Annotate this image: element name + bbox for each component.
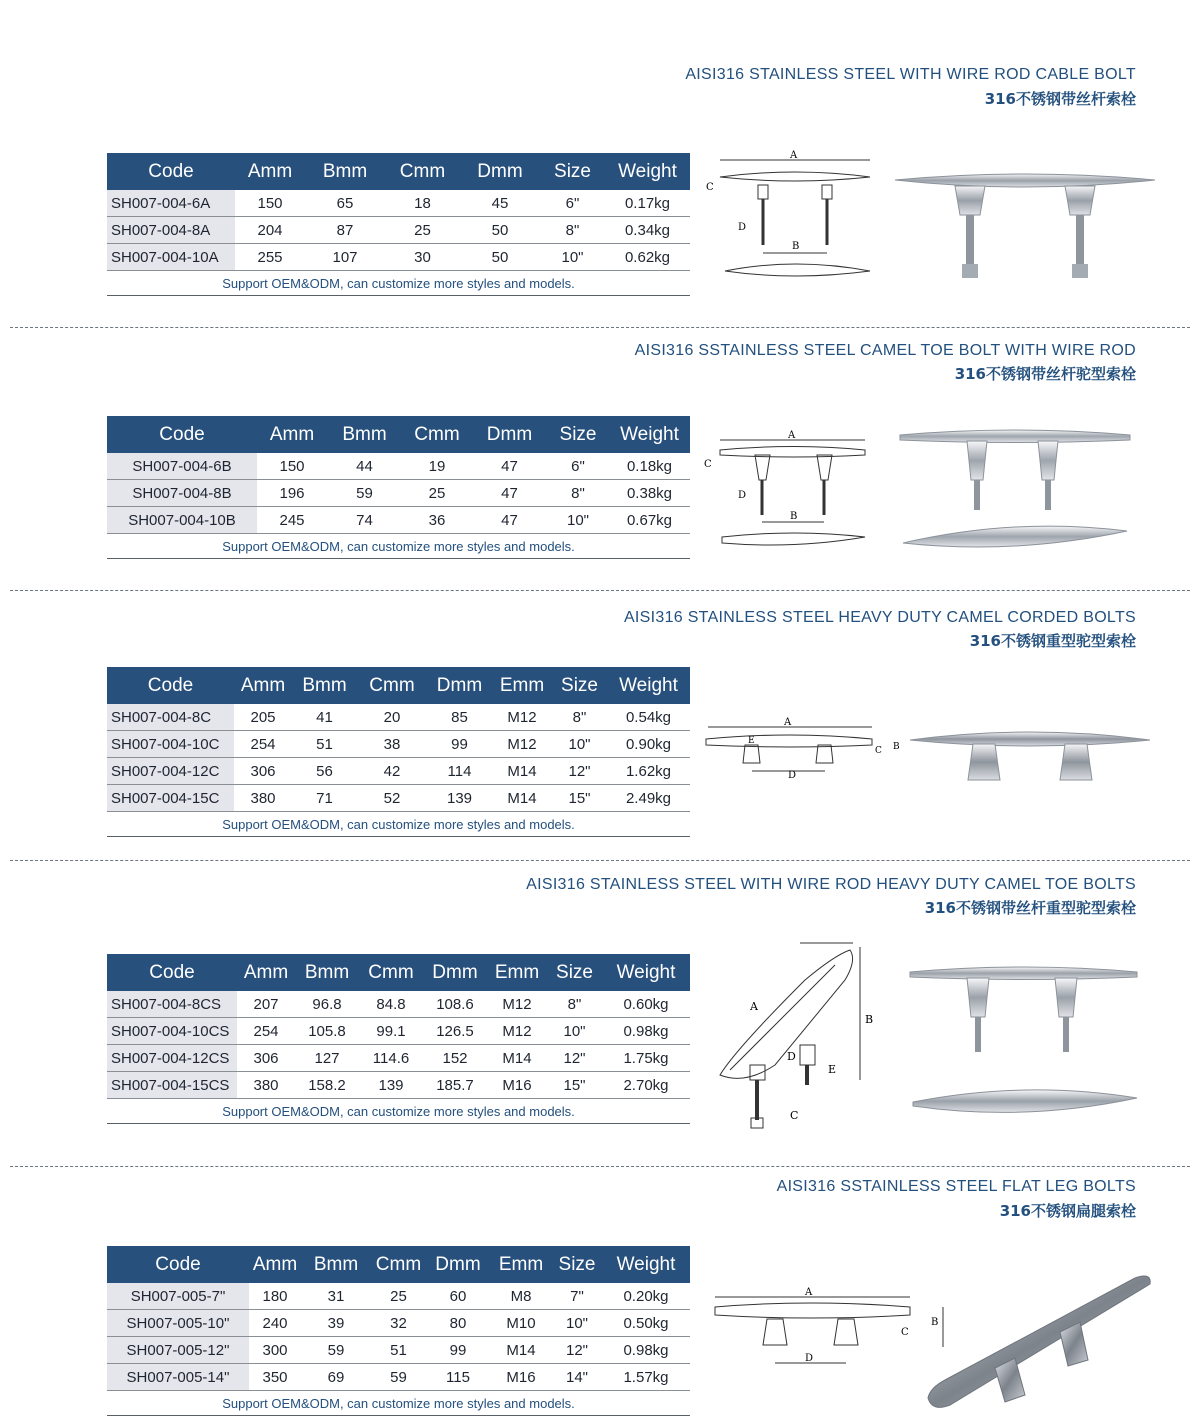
table-cell: 60 (426, 1283, 490, 1310)
header-cell: Code (107, 416, 257, 453)
table-cell: 15" (547, 1072, 602, 1099)
table-cell: 1.75kg (602, 1045, 690, 1072)
table-cell: 20 (357, 704, 427, 731)
table-cell: 10" (552, 1310, 602, 1337)
table-row (107, 453, 690, 480)
table-cell: 74 (327, 507, 402, 534)
table-cell: 108.6 (423, 991, 487, 1018)
table-cell: 0.90kg (607, 731, 690, 758)
section-divider (10, 590, 1190, 591)
code-cell: SH007-005-14" (107, 1364, 249, 1391)
header-cell: Amm (234, 667, 292, 704)
header-cell: Dmm (426, 1246, 490, 1283)
table-cell: 51 (371, 1337, 426, 1364)
spec-table-4 (107, 954, 690, 1124)
table-cell: M16 (490, 1364, 552, 1391)
spec-table-5 (107, 1246, 690, 1416)
dim-label-b: B (792, 241, 800, 252)
table-cell: 85 (427, 704, 492, 731)
table-row (107, 244, 690, 271)
section-divider (10, 1166, 1190, 1167)
table-row (107, 1283, 690, 1310)
table-cell: 51 (292, 731, 357, 758)
table-cell: 185.7 (423, 1072, 487, 1099)
table-cell: M14 (487, 1045, 547, 1072)
table-cell: M10 (490, 1310, 552, 1337)
table-cell: 31 (301, 1283, 371, 1310)
table-cell: 115 (426, 1364, 490, 1391)
header-cell: Dmm (460, 153, 540, 190)
table-header-row (107, 954, 690, 991)
header-cell: Emm (487, 954, 547, 991)
spec-table-2 (107, 416, 690, 559)
table-cell: 25 (402, 480, 472, 507)
table-cell: 139 (427, 785, 492, 812)
table-cell: 19 (402, 453, 472, 480)
table-cell: 1.57kg (602, 1364, 690, 1391)
header-cell: Cmm (371, 1246, 426, 1283)
table-cell: 25 (371, 1283, 426, 1310)
section-5-title-en: AISI316 SSTAINLESS STEEL FLAT LEG BOLTS (776, 1178, 1136, 1195)
table-cell: 245 (257, 507, 327, 534)
dim-label-a: A (750, 1000, 758, 1013)
dim-label-e: E (748, 736, 755, 746)
header-cell: Cmm (402, 416, 472, 453)
note-row (107, 271, 690, 296)
product-photo-4 (905, 962, 1145, 1127)
header-cell: Size (540, 153, 605, 190)
table-cell: 0.62kg (605, 244, 690, 271)
table-cell: 0.18kg (609, 453, 690, 480)
table-cell: 50 (460, 244, 540, 271)
oem-note: Support OEM&ODM, can customize more styles and models. (107, 271, 690, 296)
code-cell: SH007-004-12CS (107, 1045, 237, 1072)
table-cell: 1.62kg (607, 758, 690, 785)
table-cell: 59 (301, 1337, 371, 1364)
table-cell: 152 (423, 1045, 487, 1072)
table-cell: 7" (552, 1283, 602, 1310)
dim-label-a: A (805, 1287, 813, 1298)
header-cell: Bmm (305, 153, 385, 190)
table-header-row (107, 153, 690, 190)
header-cell: Emm (490, 1246, 552, 1283)
dim-label-a: A (790, 150, 798, 161)
table-row (107, 1364, 690, 1391)
header-cell: Size (547, 954, 602, 991)
table-cell: 380 (234, 785, 292, 812)
table-cell: 126.5 (423, 1018, 487, 1045)
table-cell: 30 (385, 244, 460, 271)
table-cell: 2.70kg (602, 1072, 690, 1099)
code-cell: SH007-004-10C (107, 731, 234, 758)
table-row (107, 1072, 690, 1099)
header-cell: Size (552, 1246, 602, 1283)
oem-note: Support OEM&ODM, can customize more styles and models. (107, 812, 690, 837)
code-cell: SH007-004-10B (107, 507, 257, 534)
header-cell: Code (107, 667, 234, 704)
spec-table-1 (107, 153, 690, 296)
table-cell: 96.8 (295, 991, 359, 1018)
note-row (107, 534, 690, 559)
code-cell: SH007-004-10CS (107, 1018, 237, 1045)
table-cell: M16 (487, 1072, 547, 1099)
header-cell: Dmm (423, 954, 487, 991)
header-cell: Weight (602, 1246, 690, 1283)
table-cell: 300 (249, 1337, 301, 1364)
code-cell: SH007-004-8B (107, 480, 257, 507)
header-cell: Bmm (327, 416, 402, 453)
table-cell: 8" (540, 217, 605, 244)
table-cell: 158.2 (295, 1072, 359, 1099)
table-cell: 255 (235, 244, 305, 271)
table-cell: 59 (371, 1364, 426, 1391)
code-cell: SH007-005-12" (107, 1337, 249, 1364)
dim-label-d: D (788, 770, 797, 781)
table-cell: 8" (547, 991, 602, 1018)
header-cell: Amm (235, 153, 305, 190)
table-cell: 52 (357, 785, 427, 812)
dim-label-c: C (901, 1327, 909, 1338)
dim-label-b: B (931, 1317, 939, 1328)
dim-label-a: A (788, 430, 796, 441)
dimension-diagram-1 (700, 145, 880, 285)
table-cell: 127 (295, 1045, 359, 1072)
dim-label-c: C (790, 1109, 799, 1122)
header-cell: Code (107, 153, 235, 190)
dim-label-c: C (704, 459, 712, 470)
table-cell: 15" (552, 785, 607, 812)
header-cell: Bmm (301, 1246, 371, 1283)
table-cell: 6" (540, 190, 605, 217)
table-cell: 47 (472, 480, 547, 507)
table-cell: 0.98kg (602, 1018, 690, 1045)
section-1-title-en: AISI316 STAINLESS STEEL WITH WIRE ROD CABLE BOLT (685, 66, 1136, 83)
table-cell: 99.1 (359, 1018, 423, 1045)
table-cell: 0.60kg (602, 991, 690, 1018)
note-row (107, 1391, 690, 1416)
table-cell: 80 (426, 1310, 490, 1337)
table-cell: 10" (540, 244, 605, 271)
table-cell: 32 (371, 1310, 426, 1337)
oem-note: Support OEM&ODM, can customize more styles and models. (107, 1391, 690, 1416)
code-cell: SH007-004-10A (107, 244, 235, 271)
dimension-diagram-5 (705, 1285, 950, 1375)
table-cell: 50 (460, 217, 540, 244)
spec-table-3 (107, 667, 690, 837)
header-cell: Size (547, 416, 609, 453)
code-cell: SH007-005-10" (107, 1310, 249, 1337)
table-cell: 14" (552, 1364, 602, 1391)
header-cell: Amm (257, 416, 327, 453)
table-cell: M12 (487, 991, 547, 1018)
table-cell: 44 (327, 453, 402, 480)
code-cell: SH007-004-8A (107, 217, 235, 244)
dim-label-b: B (865, 1013, 874, 1026)
table-cell: 59 (327, 480, 402, 507)
table-cell: 18 (385, 190, 460, 217)
header-cell: Weight (607, 667, 690, 704)
table-cell: 0.50kg (602, 1310, 690, 1337)
header-cell: Code (107, 1246, 249, 1283)
header-cell: Cmm (359, 954, 423, 991)
table-row (107, 704, 690, 731)
header-cell: Code (107, 954, 237, 991)
product-photo-2 (895, 425, 1135, 555)
dimension-diagram-4 (695, 935, 885, 1145)
table-cell: M8 (490, 1283, 552, 1310)
table-cell: M14 (492, 785, 552, 812)
table-cell: 114.6 (359, 1045, 423, 1072)
table-row (107, 1337, 690, 1364)
table-cell: 47 (472, 507, 547, 534)
table-cell: 180 (249, 1283, 301, 1310)
table-cell: 84.8 (359, 991, 423, 1018)
table-cell: 6" (547, 453, 609, 480)
table-cell: 254 (234, 731, 292, 758)
table-row (107, 785, 690, 812)
table-cell: 12" (552, 1337, 602, 1364)
code-cell: SH007-004-12C (107, 758, 234, 785)
table-cell: 139 (359, 1072, 423, 1099)
section-divider (10, 860, 1190, 861)
table-cell: 65 (305, 190, 385, 217)
table-cell: M12 (492, 704, 552, 731)
table-row (107, 1310, 690, 1337)
dim-label-b: B (790, 511, 798, 522)
table-row (107, 217, 690, 244)
table-cell: 107 (305, 244, 385, 271)
dim-label-d: D (738, 222, 747, 233)
dim-label-d: D (738, 490, 747, 501)
table-cell: 254 (237, 1018, 295, 1045)
dim-label-e: E (828, 1063, 837, 1076)
table-cell: 8" (552, 704, 607, 731)
table-row (107, 758, 690, 785)
code-cell: SH007-004-8C (107, 704, 234, 731)
header-cell: Weight (609, 416, 690, 453)
header-cell: Weight (605, 153, 690, 190)
table-header-row (107, 667, 690, 704)
section-4-title-cn: 316不锈钢带丝杆重型驼型索栓 (924, 899, 1136, 917)
table-cell: 0.98kg (602, 1337, 690, 1364)
table-header-row (107, 1246, 690, 1283)
dim-label-a: A (784, 717, 792, 728)
table-cell: 12" (552, 758, 607, 785)
table-cell: 204 (235, 217, 305, 244)
table-row (107, 190, 690, 217)
table-cell: 87 (305, 217, 385, 244)
table-row (107, 731, 690, 758)
section-4-title-en: AISI316 STAINLESS STEEL WITH WIRE ROD HEAVY DUTY CAMEL TOE BOLTS (526, 876, 1136, 893)
table-cell: M14 (492, 758, 552, 785)
table-cell: 0.34kg (605, 217, 690, 244)
code-cell: SH007-004-15CS (107, 1072, 237, 1099)
oem-note: Support OEM&ODM, can customize more styles and models. (107, 1099, 690, 1124)
table-row (107, 991, 690, 1018)
table-cell: 0.67kg (609, 507, 690, 534)
section-5-title-cn: 316不锈钢扁腿索栓 (999, 1202, 1136, 1220)
note-row (107, 1099, 690, 1124)
table-cell: 71 (292, 785, 357, 812)
code-cell: SH007-004-15C (107, 785, 234, 812)
table-cell: 41 (292, 704, 357, 731)
table-cell: M12 (487, 1018, 547, 1045)
table-cell: 25 (385, 217, 460, 244)
table-cell: 350 (249, 1364, 301, 1391)
table-cell: 10" (547, 507, 609, 534)
table-cell: 47 (472, 453, 547, 480)
table-row (107, 1018, 690, 1045)
table-cell: 45 (460, 190, 540, 217)
header-cell: Amm (249, 1246, 301, 1283)
table-cell: M12 (492, 731, 552, 758)
section-3-title-cn: 316不锈钢重型驼型索栓 (969, 632, 1136, 650)
dim-label-c: C (875, 746, 882, 756)
header-cell: Size (552, 667, 607, 704)
table-cell: 306 (234, 758, 292, 785)
table-cell: 36 (402, 507, 472, 534)
table-cell: 42 (357, 758, 427, 785)
header-cell: Amm (237, 954, 295, 991)
section-2-title-en: AISI316 SSTAINLESS STEEL CAMEL TOE BOLT WITH WIRE ROD (634, 342, 1136, 359)
table-cell: 99 (426, 1337, 490, 1364)
table-cell: 150 (235, 190, 305, 217)
table-cell: 380 (237, 1072, 295, 1099)
table-cell: 196 (257, 480, 327, 507)
table-cell: 69 (301, 1364, 371, 1391)
table-row (107, 480, 690, 507)
header-cell: Bmm (292, 667, 357, 704)
table-cell: 2.49kg (607, 785, 690, 812)
product-photo-3 (905, 718, 1155, 788)
table-header-row (107, 416, 690, 453)
table-row (107, 507, 690, 534)
header-cell: Weight (602, 954, 690, 991)
header-cell: Bmm (295, 954, 359, 991)
dim-label-c: C (706, 182, 714, 193)
table-cell: 0.20kg (602, 1283, 690, 1310)
dim-label-b: B (893, 742, 900, 752)
dim-label-d: D (787, 1050, 796, 1063)
table-cell: 0.38kg (609, 480, 690, 507)
header-cell: Dmm (427, 667, 492, 704)
note-row (107, 812, 690, 837)
oem-note: Support OEM&ODM, can customize more styles and models. (107, 534, 690, 559)
header-cell: Cmm (385, 153, 460, 190)
table-cell: 205 (234, 704, 292, 731)
section-2-title-cn: 316不锈钢带丝杆驼型索栓 (954, 365, 1136, 383)
table-cell: 240 (249, 1310, 301, 1337)
dimension-diagram-3 (700, 715, 910, 785)
table-cell: 39 (301, 1310, 371, 1337)
section-divider (10, 327, 1190, 328)
header-cell: Cmm (357, 667, 427, 704)
code-cell: SH007-005-7" (107, 1283, 249, 1310)
dim-label-d: D (805, 1353, 814, 1364)
product-photo-1 (890, 160, 1160, 285)
product-photo-5 (920, 1270, 1160, 1420)
table-cell: 56 (292, 758, 357, 785)
table-row (107, 1045, 690, 1072)
section-1-title-cn: 316不锈钢带丝杆索栓 (984, 90, 1136, 108)
table-cell: 105.8 (295, 1018, 359, 1045)
code-cell: SH007-004-6A (107, 190, 235, 217)
table-cell: 10" (552, 731, 607, 758)
code-cell: SH007-004-6B (107, 453, 257, 480)
table-cell: 207 (237, 991, 295, 1018)
header-cell: Dmm (472, 416, 547, 453)
table-cell: 10" (547, 1018, 602, 1045)
table-cell: 114 (427, 758, 492, 785)
table-cell: 150 (257, 453, 327, 480)
section-3-title-en: AISI316 STAINLESS STEEL HEAVY DUTY CAMEL CORDED BOLTS (623, 609, 1136, 626)
table-cell: M14 (490, 1337, 552, 1364)
table-cell: 12" (547, 1045, 602, 1072)
table-cell: 0.17kg (605, 190, 690, 217)
table-cell: 8" (547, 480, 609, 507)
header-cell: Emm (492, 667, 552, 704)
table-cell: 0.54kg (607, 704, 690, 731)
code-cell: SH007-004-8CS (107, 991, 237, 1018)
table-cell: 99 (427, 731, 492, 758)
table-cell: 306 (237, 1045, 295, 1072)
dimension-diagram-2 (700, 425, 875, 555)
table-cell: 38 (357, 731, 427, 758)
